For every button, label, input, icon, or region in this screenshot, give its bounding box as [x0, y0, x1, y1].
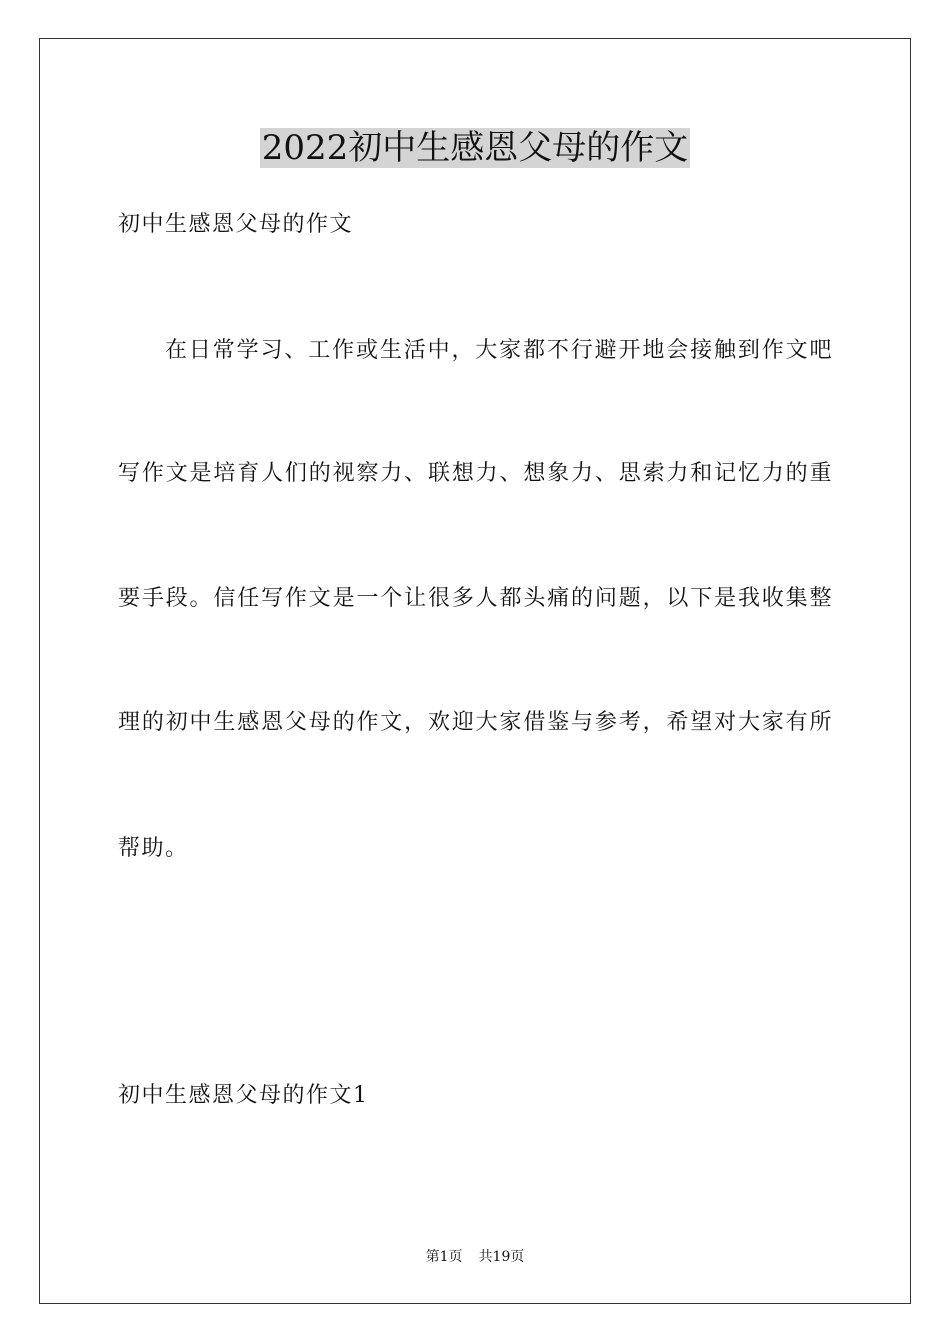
- page-number: 第1页: [425, 1249, 463, 1265]
- section-heading: 初中生感恩父母的作文1: [118, 1083, 369, 1108]
- paragraph-line-1: 在日常学习、工作或生活中，大家都不行避开地会接触到作文吧: [165, 338, 833, 363]
- document-subtitle: 初中生感恩父母的作文: [118, 212, 354, 237]
- paragraph-line-3: 要手段。信任写作文是一个让很多人都头痛的问题，以下是我收集整: [118, 586, 833, 611]
- paragraph-line-4: 理的初中生感恩父母的作文，欢迎大家借鉴与参考，希望对大家有所: [118, 710, 833, 735]
- page-total: 共19页: [478, 1249, 525, 1265]
- document-title: [0, 128, 950, 168]
- paragraph-line-2: 写作文是培育人们的视察力、联想力、想象力、思索力和记忆力的重: [118, 461, 833, 486]
- paragraph-line-5: 帮助。: [118, 836, 189, 861]
- document-title-text: 2022初中生感恩父母的作文: [261, 128, 689, 168]
- page-footer: [0, 1248, 950, 1266]
